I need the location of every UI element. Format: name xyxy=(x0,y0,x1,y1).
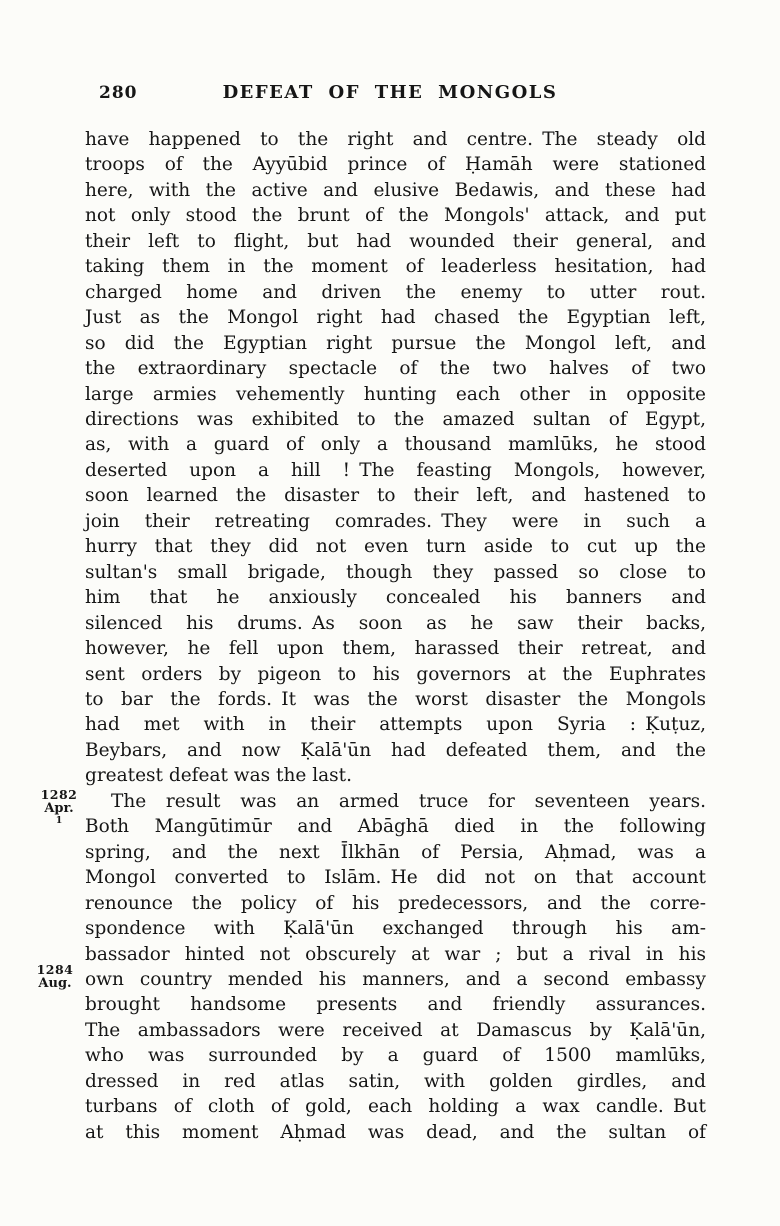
text-line: Mongol converted to Islām. He did not on that account xyxy=(85,867,706,889)
paragraph-armed-truce xyxy=(85,789,706,1145)
text-line: The ambassadors were received at Damascus by Ḳalā'ūn, xyxy=(85,1019,706,1041)
text-line: The result was an armed truce for seventeen years. xyxy=(111,790,706,812)
text-line: who was surrounded by a guard of 1500 mamlūks, xyxy=(85,1045,706,1067)
text-line: turbans of cloth of gold, each holding a wax candle. But xyxy=(85,1096,706,1118)
text-line: as, with a guard of only a thousand mamlūks, he stood xyxy=(85,434,706,456)
text-line: not only stood the brunt of the Mongols' attack, and put xyxy=(85,205,706,227)
text-line: brought handsome presents and friendly assurances. xyxy=(85,994,706,1016)
text-line: spondence with Ḳalā'ūn exchanged through his am- xyxy=(85,918,706,940)
text-line: to bar the fords. It was the worst disaster the Mongols xyxy=(85,688,706,710)
text-block xyxy=(85,127,706,1145)
text-line: the extraordinary spectacle of the two halves of two xyxy=(85,358,706,380)
text-line: sultan's small brigade, though they passed so close to xyxy=(85,561,706,583)
text-line: him that he anxiously concealed his banners and xyxy=(85,587,706,609)
margin-note-day: 1 xyxy=(55,815,63,826)
margin-note-month: Apr. xyxy=(44,801,74,816)
page-number: 280 xyxy=(99,83,138,103)
page-header xyxy=(0,82,780,106)
text-line: at this moment Aḥmad was dead, and the sultan of xyxy=(85,1121,706,1143)
text-line: join their retreating comrades. They were in such a xyxy=(85,510,706,532)
text-line: own country mended his manners, and a second embassy xyxy=(85,968,706,990)
text-line: greatest defeat was the last. xyxy=(85,765,352,787)
text-line: dressed in red atlas satin, with golden girdles, and xyxy=(85,1070,706,1092)
margin-note-year: 1282 xyxy=(40,787,78,802)
text-line: soon learned the disaster to their left, and hastened to xyxy=(85,485,706,507)
text-line: Beybars, and now Ḳalā'ūn had defeated them, and the xyxy=(85,739,706,761)
margin-note-month: Aug. xyxy=(38,976,72,991)
margin-note-year: 1284 xyxy=(36,962,74,977)
text-line: troops of the Ayyūbid prince of Ḥamāh were stationed xyxy=(85,154,706,176)
text-line: charged home and driven the enemy to utter rout. xyxy=(85,281,706,303)
text-line: bassador hinted not obscurely at war ; but a rival in his xyxy=(85,943,706,965)
text-line: Just as the Mongol right had chased the Egyptian left, xyxy=(85,307,706,329)
text-line: silenced his drums. As soon as he saw their backs, xyxy=(85,612,706,634)
paragraph-battle-account xyxy=(85,127,706,789)
text-line: Both Mangūtimūr and Abāghā died in the following xyxy=(85,816,706,838)
running-title: DEFEAT OF THE MONGOLS xyxy=(222,82,558,103)
text-line: directions was exhibited to the amazed sultan of Egypt, xyxy=(85,408,706,430)
text-line: sent orders by pigeon to his governors at the Euphrates xyxy=(85,663,706,685)
text-line: had met with in their attempts upon Syria : Ḳuṭuz, xyxy=(85,714,706,736)
text-line: renounce the policy of his predecessors, and the corre- xyxy=(85,892,706,914)
text-line: spring, and the next Īlkhān of Persia, Aḥmad, was a xyxy=(85,841,706,863)
text-line: so did the Egyptian right pursue the Mongol left, and xyxy=(85,332,706,354)
text-line: taking them in the moment of leaderless hesitation, had xyxy=(85,256,706,278)
margin-note-1284-aug xyxy=(26,963,84,991)
text-line: here, with the active and elusive Bedawis, and these had xyxy=(85,179,706,201)
text-line: deserted upon a hill ! The feasting Mongols, however, xyxy=(85,459,706,481)
margin-note-1282-apr-1 xyxy=(30,788,88,826)
text-line: however, he fell upon them, harassed their retreat, and xyxy=(85,638,706,660)
text-line: hurry that they did not even turn aside to cut up the xyxy=(85,536,706,558)
text-line: large armies vehemently hunting each other in opposite xyxy=(85,383,706,405)
text-line: have happened to the right and centre. The steady old xyxy=(85,129,706,150)
text-line: their left to flight, but had wounded their general, and xyxy=(85,230,706,252)
